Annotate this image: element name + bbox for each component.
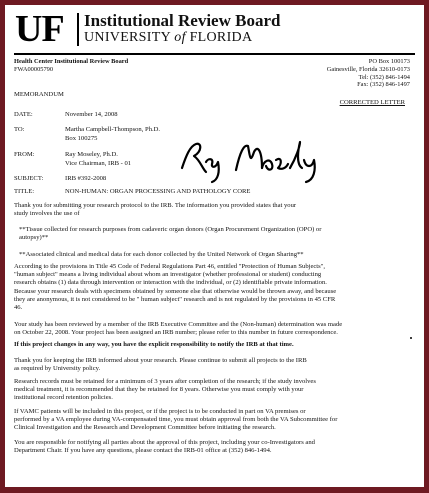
margin-mark xyxy=(410,337,412,339)
org-name-line2 xyxy=(84,30,252,46)
to-name: Martha Campbell-Thompson, Ph.D. xyxy=(65,126,161,133)
tissue-line2: autopsy)** xyxy=(19,234,49,242)
thanks-line1: Thank you for keeping the IRB informed about your research. Please continue to submit all projects to the IRB xyxy=(14,357,307,364)
uf-logo: UF xyxy=(15,8,64,50)
handwritten-signature xyxy=(178,138,328,184)
paragraph-regulations xyxy=(14,263,399,312)
org-university-word: UNIVERSITY xyxy=(84,30,175,45)
regulations-line3: research obtains (1) data through intervention or interaction with the individual, or (2) identifiable private information. xyxy=(14,279,327,287)
changes-notice-line: If this project changes in any way, you have the explicit responsibility to notify the IRB at that time. xyxy=(14,341,294,348)
regulations-line6: 46. xyxy=(14,304,23,312)
vamc-line3: Clinical Investigation and the Research and Development Committee before initiating the research. xyxy=(14,424,276,432)
responsibility-line1: You are responsible for notifying all parties about the approval of this project, including your co-Investigators and xyxy=(14,439,315,446)
review-line1: Your study has been reviewed by a member of the IRB Executive Committee and the (Non-human) determination was made xyxy=(14,321,343,328)
intro-line1: Thank you for submitting your research protocol to the IRB. The information you provided states that your xyxy=(14,202,297,209)
records-line1: Research records must be retained for a minimum of 3 years after completion of the research; if the study involves xyxy=(14,378,316,385)
records-line2: medical treatment, it is recommended that they be retained for 8 years. Otherwise you must comply with your xyxy=(14,386,304,394)
address-block xyxy=(327,58,410,89)
from-name: Ray Moseley, Ph.D. xyxy=(65,151,118,158)
org-florida-word: FLORIDA xyxy=(185,30,253,45)
tel-line: Tel: (352) 846-1494 xyxy=(358,73,410,81)
po-box: PO Box 100173 xyxy=(368,58,410,65)
regulations-line5: they are anonymous, it is not considered to be " human subject" research and is not regulated by the provisions in 45 CFR xyxy=(14,295,336,303)
paragraph-records xyxy=(14,378,399,403)
paragraph-vamc xyxy=(14,408,399,433)
intro-line2: study involves the use of xyxy=(14,210,80,218)
paragraph-responsibility xyxy=(14,439,399,455)
records-line3: institutional record retention policies. xyxy=(14,394,113,402)
paragraph-clinical-data xyxy=(19,251,404,259)
org-name-line1: Institutional Review Board xyxy=(84,11,281,30)
regulations-line4: Because your research deals with specimens obtained by someone else that otherwise would be thrown away, and because xyxy=(14,287,337,295)
paragraph-intro xyxy=(14,202,399,218)
responsibility-line2: Department Chair. If you have any questions, please contact the IRB-01 office at (352) 846-1494. xyxy=(14,447,272,455)
letterhead xyxy=(14,10,415,53)
to-box: Box 100275 xyxy=(65,135,98,142)
memorandum-heading: MEMORANDUM xyxy=(14,91,64,98)
thanks-line2: as required by University policy. xyxy=(14,365,101,373)
paragraph-review xyxy=(14,321,399,337)
paragraph-changes-notice xyxy=(14,341,399,349)
paragraph-tissue xyxy=(19,226,404,242)
subject-value: IRB #392-2008 xyxy=(65,175,107,182)
letter-page xyxy=(5,5,424,487)
corrected-letter-label: CORRECTED LETTER xyxy=(339,99,405,106)
vamc-line1: If VAMC patients will be included in this project, or if the project is to be conducted in part on VA premises or xyxy=(14,408,306,415)
building-name: Health Center Institutional Review Board xyxy=(14,58,129,65)
city-line: Gainesville, Florida 32610-0173 xyxy=(326,65,410,73)
to-label: TO: xyxy=(14,126,25,133)
fwa-number: FWA00005790 xyxy=(14,65,54,73)
logo-divider xyxy=(77,13,79,46)
paragraph-thanks xyxy=(14,357,399,373)
regulations-line1: According to the provisions in Title 45 Code of Federal Regulations Part 46, entitled "Protection of Human Subjects", xyxy=(14,263,326,270)
from-label: FROM: xyxy=(14,151,35,158)
from-title: Vice Chairman, IRB - 01 xyxy=(65,160,132,167)
tissue-line1: **Tissue collected for research purposes from cadaveric organ donors (Organ Procurement Organization (OPO) or xyxy=(19,226,322,233)
title-label: TITLE: xyxy=(14,188,35,195)
fax-line: Fax: (352) 846-1497 xyxy=(357,81,410,89)
header-rule xyxy=(14,53,415,55)
date-value: November 14, 2008 xyxy=(65,111,118,118)
regulations-line2: "human subject" means a living individual about whom an investigator (whether professional or student) conducting xyxy=(14,271,322,279)
subject-label: SUBJECT: xyxy=(14,175,44,182)
review-line2: on October 22, 2008. Your project has been assigned an IRB number; please refer to this number in future correspondence. xyxy=(14,329,338,337)
vamc-line2: performed by a VA employee during VA-compensated time, you must obtain approval from both the VA Subcommittee for xyxy=(14,416,338,424)
clinical-data-line: **Associated clinical and medical data for each donor collected by the United Network of Organ Sharing** xyxy=(19,251,304,258)
title-value: NON-HUMAN: ORGAN PROCESSING AND PATHOLOGY CORE xyxy=(65,188,251,195)
date-label: DATE: xyxy=(14,111,33,118)
org-of-word: of xyxy=(174,30,186,45)
sender-block xyxy=(14,58,128,74)
